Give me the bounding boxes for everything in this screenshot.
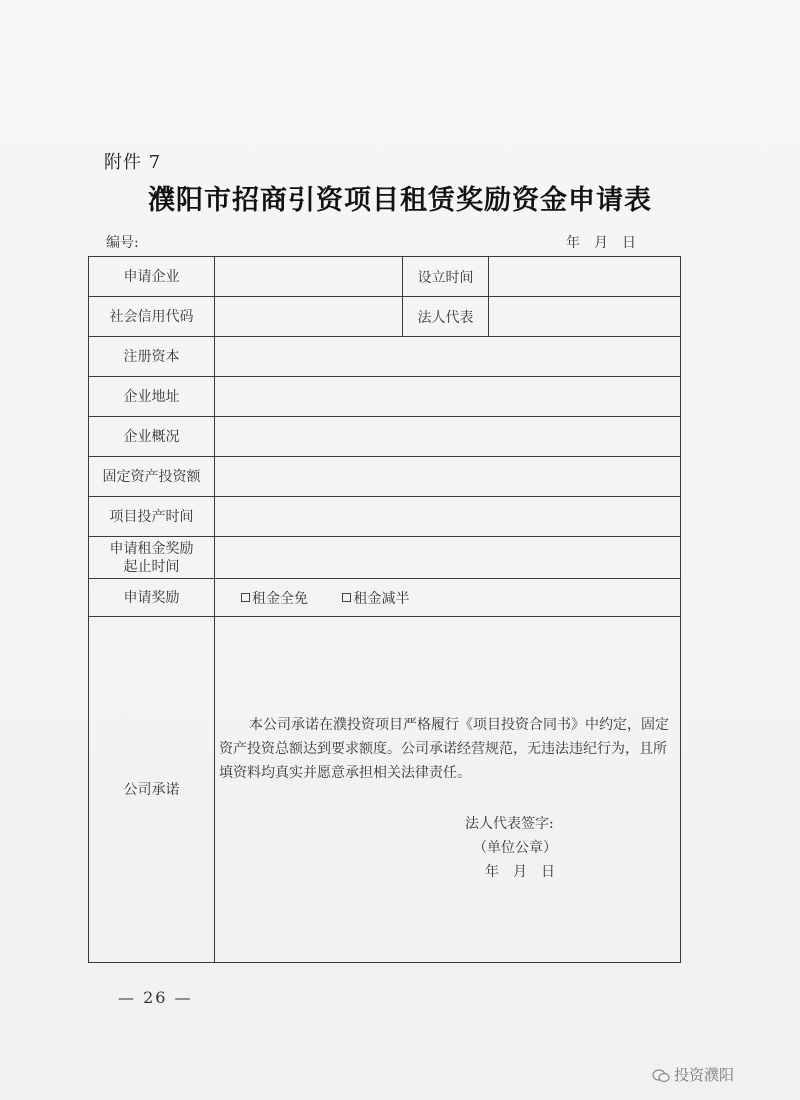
registered-capital-field[interactable] [215,337,681,377]
reward-option-half[interactable] [342,588,409,608]
table-row [89,297,681,337]
table-row [89,257,681,297]
table-row [89,579,681,617]
table-row [89,337,681,377]
production-time-label: 项目投产时间 [89,497,215,537]
table-row [89,377,681,417]
address-field[interactable] [215,377,681,417]
reward-options [215,579,681,617]
reward-option-full-label: 租金全免 [252,590,308,607]
table-row [89,417,681,457]
credit-code-label: 社会信用代码 [89,297,215,337]
rent-period-label [89,537,215,579]
seal-label: （单位公章） [473,840,557,856]
reward-label: 申请奖励 [89,579,215,617]
date-label: 年 月 日 [566,235,636,251]
signature-label: 法人代表签字: [465,816,554,832]
rent-period-label-line1: 申请租金奖励 [109,540,194,557]
rent-period-field[interactable] [215,537,681,579]
commitment-label: 公司承诺 [89,617,215,963]
watermark [652,1064,734,1085]
table-row [89,497,681,537]
commitment-cell [215,617,681,963]
address-label: 企业地址 [89,377,215,417]
wechat-icon [652,1069,670,1083]
applicant-field[interactable] [215,257,403,297]
reward-option-full[interactable] [241,588,308,608]
establish-time-label: 设立时间 [403,257,489,297]
applicant-label: 申请企业 [89,257,215,297]
rent-period-label-line2: 起止时间 [123,558,180,575]
form-title: 濮阳市招商引资项目租赁奖励资金申请表 [148,185,652,216]
establish-time-field[interactable] [489,257,681,297]
table-row [89,457,681,497]
overview-field[interactable] [215,417,681,457]
commitment-text: 本公司承诺在濮投资项目严格履行《项目投资合同书》中约定，固定资产投资总额达到要求额度。公司承诺经营规范，无违法违纪行为，且所填资料均真实并愿意承担相关法律责任。 [219,717,669,781]
fixed-asset-field[interactable] [215,457,681,497]
attachment-label: 附件 7 [104,152,162,173]
legal-rep-field[interactable] [489,297,681,337]
commitment-date: 年 月 日 [485,864,555,880]
legal-rep-label: 法人代表 [403,297,489,337]
table-row [89,617,681,963]
table-row [89,537,681,579]
checkbox-icon[interactable] [241,593,250,602]
checkbox-icon[interactable] [342,593,351,602]
page-number: — 26 — [118,988,193,1007]
registered-capital-label: 注册资本 [89,337,215,377]
number-label: 编号: [106,235,139,251]
reward-option-half-label: 租金减半 [353,590,410,607]
watermark-text: 投资濮阳 [674,1066,735,1084]
credit-code-field[interactable] [215,297,403,337]
application-form-table [88,256,681,963]
production-time-field[interactable] [215,497,681,537]
overview-label: 企业概况 [89,417,215,457]
fixed-asset-label: 固定资产投资额 [89,457,215,497]
